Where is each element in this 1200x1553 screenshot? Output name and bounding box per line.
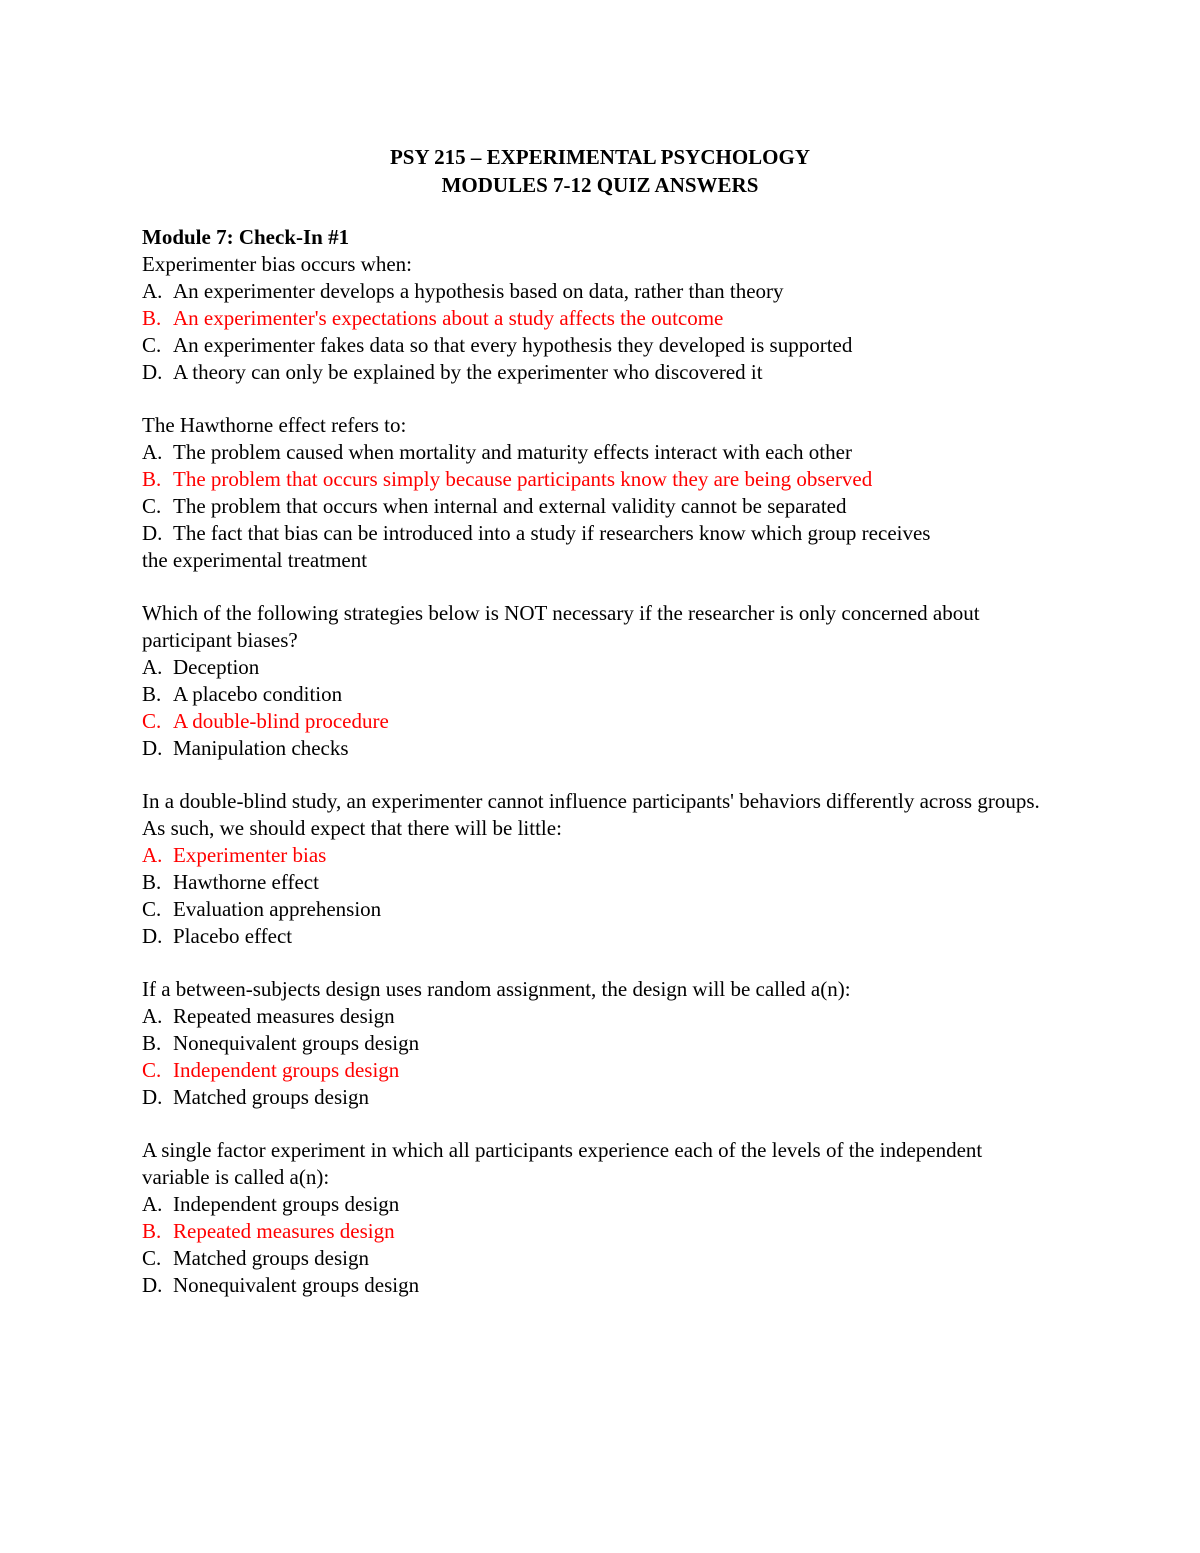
question — [142, 412, 1042, 574]
option-letter: D. — [142, 1085, 163, 1109]
answer-option — [142, 1003, 1042, 1030]
document-title: PSY 215 – EXPERIMENTAL PSYCHOLOGY — [389, 145, 811, 169]
question-text: The Hawthorne effect refers to: — [142, 413, 407, 437]
document-header — [0, 143, 1200, 199]
question-text: Which of the following strategies below is NOT necessary if the researcher is only concerned about participant biases? — [142, 601, 980, 652]
answer-option — [142, 735, 1042, 762]
answer-option — [142, 466, 1042, 493]
answer-option — [142, 439, 1042, 466]
option-text: A theory can only be explained by the experimenter who discovered it — [173, 360, 763, 384]
question-text: A single factor experiment in which all participants experience each of the levels of the independent variable is called a(n): — [142, 1138, 983, 1189]
option-letter: A. — [142, 279, 163, 303]
option-text: Evaluation apprehension — [173, 897, 382, 921]
option-text: Deception — [173, 655, 260, 679]
question-text: Experimenter bias occurs when: — [142, 252, 412, 276]
question — [142, 788, 1042, 950]
option-text: Independent groups design — [173, 1192, 400, 1216]
answer-option — [142, 923, 1042, 950]
answer-option — [142, 278, 1042, 305]
option-text: An experimenter's expectations about a study affects the outcome — [173, 306, 724, 330]
answer-option — [142, 1057, 1042, 1084]
answer-option — [142, 493, 1042, 520]
option-letter: B. — [142, 1031, 162, 1055]
answer-option — [142, 842, 1042, 869]
question — [142, 251, 1042, 386]
option-text: Hawthorne effect — [173, 870, 319, 894]
option-letter: C. — [142, 709, 162, 733]
option-letter: D. — [142, 924, 163, 948]
option-text: A double-blind procedure — [173, 709, 389, 733]
option-text: Repeated measures design — [173, 1219, 395, 1243]
option-text: Manipulation checks — [173, 736, 349, 760]
option-text: Independent groups design — [173, 1058, 400, 1082]
answer-option — [142, 359, 1042, 386]
answer-option — [142, 869, 1042, 896]
question-text: If a between-subjects design uses random assignment, the design will be called a(n): — [142, 977, 851, 1001]
option-text: The problem that occurs when internal and external validity cannot be separated — [173, 494, 847, 518]
option-letter: D. — [142, 736, 163, 760]
option-letter: A. — [142, 843, 163, 867]
option-letter: B. — [142, 870, 162, 894]
answer-option — [142, 332, 1042, 359]
option-letter: B. — [142, 1219, 162, 1243]
option-letter: C. — [142, 333, 162, 357]
document-body — [142, 224, 1042, 1325]
option-text: An experimenter fakes data so that every hypothesis they developed is supported — [173, 333, 853, 357]
option-letter: B. — [142, 682, 162, 706]
answer-option — [142, 305, 1042, 332]
option-text: Matched groups design — [173, 1085, 369, 1109]
question-text: In a double-blind study, an experimenter cannot influence participants' behaviors differently across groups. As such, we should expect that there will be little: — [142, 789, 1040, 840]
answer-option — [142, 896, 1042, 923]
option-text: Nonequivalent groups design — [173, 1031, 420, 1055]
option-text: Repeated measures design — [173, 1004, 395, 1028]
answer-option — [142, 654, 1042, 681]
option-text: Matched groups design — [173, 1246, 369, 1270]
answer-option — [142, 1245, 1042, 1272]
option-letter: C. — [142, 897, 162, 921]
option-text: The problem caused when mortality and maturity effects interact with each other — [173, 440, 852, 464]
question — [142, 600, 1042, 762]
option-letter: C. — [142, 494, 162, 518]
option-letter: B. — [142, 306, 162, 330]
document-subtitle: MODULES 7-12 QUIZ ANSWERS — [441, 173, 759, 197]
option-text: The fact that bias can be introduced into a study if researchers know which group receives — [173, 521, 931, 545]
answer-option — [142, 1084, 1042, 1111]
answer-option — [142, 1218, 1042, 1245]
answer-option — [142, 1191, 1042, 1218]
option-letter: A. — [142, 1004, 163, 1028]
option-letter: B. — [142, 467, 162, 491]
question — [142, 1137, 1042, 1299]
option-text-continuation: the experimental treatment — [142, 548, 368, 572]
answer-option — [142, 1272, 1042, 1299]
option-text: An experimenter develops a hypothesis based on data, rather than theory — [173, 279, 784, 303]
question — [142, 976, 1042, 1111]
option-letter: A. — [142, 1192, 163, 1216]
option-letter: D. — [142, 360, 163, 384]
answer-option — [142, 520, 1042, 574]
module-heading: Module 7: Check-In #1 — [142, 225, 350, 249]
option-text: Placebo effect — [173, 924, 293, 948]
option-letter: D. — [142, 1273, 163, 1297]
option-letter: A. — [142, 655, 163, 679]
option-text: Nonequivalent groups design — [173, 1273, 420, 1297]
option-letter: A. — [142, 440, 163, 464]
answer-option — [142, 681, 1042, 708]
option-letter: D. — [142, 521, 163, 545]
option-text: The problem that occurs simply because participants know they are being observed — [173, 467, 873, 491]
answer-option — [142, 1030, 1042, 1057]
option-text: Experimenter bias — [173, 843, 327, 867]
answer-option — [142, 708, 1042, 735]
option-letter: C. — [142, 1058, 162, 1082]
option-text: A placebo condition — [173, 682, 343, 706]
option-letter: C. — [142, 1246, 162, 1270]
